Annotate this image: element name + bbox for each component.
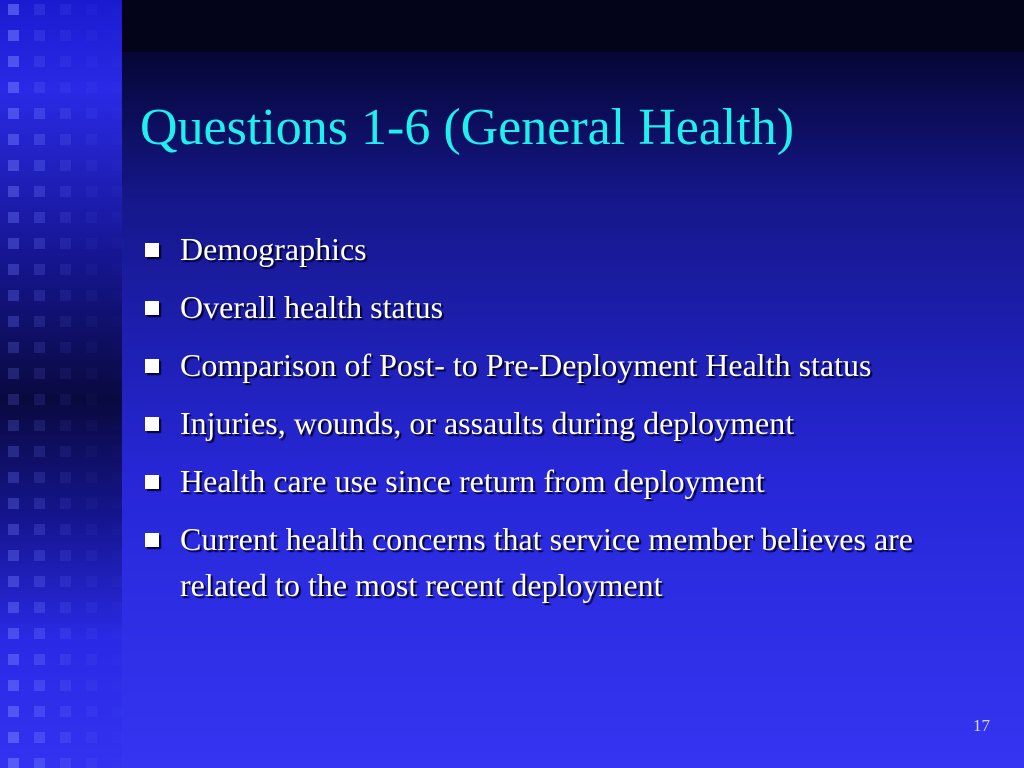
decorative-square [8,134,19,145]
decorative-square [8,446,19,457]
decorative-square [34,524,45,535]
decorative-square [60,576,71,587]
decorative-square [86,394,97,405]
decorative-square [112,342,123,353]
decorative-square [112,82,123,93]
bullet-text: Demographics [180,231,367,267]
decorative-square [86,758,97,768]
decorative-square [86,498,97,509]
top-dark-band [0,0,1024,52]
square-bullet-icon [145,533,159,547]
decorative-square [8,550,19,561]
decorative-square [60,316,71,327]
bullet-item [142,458,1002,504]
decorative-square [112,446,123,457]
decorative-square [60,524,71,535]
decorative-square [60,472,71,483]
decorative-square [112,758,123,768]
decorative-square [8,706,19,717]
decorative-square [8,420,19,431]
square-bullet-icon [145,417,159,431]
decorative-square [34,654,45,665]
decorative-square [112,524,123,535]
decorative-square [86,550,97,561]
square-bullet-icon [145,243,159,257]
decorative-square [112,706,123,717]
decorative-square [34,56,45,67]
decorative-square [86,316,97,327]
bullet-item [142,516,1002,608]
decorative-square [8,108,19,119]
decorative-square [8,654,19,665]
decorative-square [60,446,71,457]
decorative-square [34,264,45,275]
decorative-square [60,30,71,41]
decorative-square [112,394,123,405]
decorative-square [34,186,45,197]
decorative-square [8,576,19,587]
decorative-square [34,238,45,249]
decorative-square [34,4,45,15]
decorative-square [60,212,71,223]
decorative-square [60,654,71,665]
decorative-square [112,134,123,145]
decorative-square [112,732,123,743]
decorative-square [34,30,45,41]
decorative-square [112,212,123,223]
decorative-square [60,82,71,93]
decorative-square [34,602,45,613]
decorative-square [34,576,45,587]
decorative-square [34,550,45,561]
decorative-square [86,30,97,41]
decorative-square [34,134,45,145]
decorative-square [86,472,97,483]
decorative-square [60,290,71,301]
decorative-square [34,290,45,301]
decorative-square [60,264,71,275]
square-bullet-icon [145,359,159,373]
decorative-square [112,56,123,67]
decorative-square [8,264,19,275]
decorative-square [8,732,19,743]
decorative-square [112,602,123,613]
decorative-square [8,316,19,327]
decorative-square [112,420,123,431]
decorative-square [112,238,123,249]
decorative-square-pattern [0,0,122,768]
decorative-square [8,238,19,249]
decorative-square [34,758,45,768]
decorative-square [60,628,71,639]
decorative-square [112,498,123,509]
square-bullet-icon [145,301,159,315]
decorative-square [60,160,71,171]
decorative-square [34,82,45,93]
decorative-square [8,472,19,483]
decorative-square [112,264,123,275]
decorative-square [112,316,123,327]
decorative-square [34,212,45,223]
decorative-square [34,108,45,119]
decorative-square [86,56,97,67]
decorative-square [60,706,71,717]
decorative-square [112,472,123,483]
decorative-square [34,420,45,431]
decorative-square [86,342,97,353]
decorative-square [8,186,19,197]
slide-title: Questions 1-6 (General Health) [140,99,795,156]
decorative-square [34,472,45,483]
decorative-square [60,732,71,743]
decorative-square [86,160,97,171]
decorative-square [60,758,71,768]
decorative-square [60,420,71,431]
decorative-square [34,368,45,379]
bullet-text: Injuries, wounds, or assaults during deployment [180,405,795,441]
decorative-square [112,680,123,691]
decorative-square [34,394,45,405]
decorative-square [34,316,45,327]
decorative-square [34,680,45,691]
decorative-square [8,758,19,768]
decorative-square [8,30,19,41]
decorative-square [8,82,19,93]
bullet-item [142,284,1002,330]
decorative-square [60,394,71,405]
decorative-square [112,186,123,197]
decorative-square [8,290,19,301]
decorative-square [86,238,97,249]
decorative-square [86,680,97,691]
decorative-square [86,82,97,93]
decorative-square [60,602,71,613]
decorative-square [8,524,19,535]
decorative-square [60,550,71,561]
decorative-square [34,498,45,509]
bullet-item [142,342,1002,388]
decorative-square [86,706,97,717]
decorative-square [112,4,123,15]
decorative-square [86,524,97,535]
decorative-square [60,4,71,15]
bullet-text: Overall health status [180,289,444,325]
bullet-item [142,226,1002,272]
decorative-square [60,368,71,379]
decorative-square [60,342,71,353]
decorative-square [8,212,19,223]
decorative-square [60,56,71,67]
bullet-text: Current health concerns that service member believes are related to the most recent deployment [180,521,913,603]
decorative-square [8,160,19,171]
decorative-square [86,420,97,431]
decorative-square [8,602,19,613]
decorative-square [60,108,71,119]
square-bullet-icon [145,475,159,489]
decorative-square [86,134,97,145]
decorative-square [112,108,123,119]
bullet-text: Comparison of Post- to Pre-Deployment Health status [180,347,872,383]
decorative-square [8,342,19,353]
decorative-square [86,602,97,613]
decorative-square [34,160,45,171]
decorative-square [86,628,97,639]
decorative-square [8,56,19,67]
decorative-square [112,576,123,587]
decorative-square [112,550,123,561]
decorative-square [86,4,97,15]
decorative-square [86,368,97,379]
decorative-square [60,186,71,197]
decorative-square [86,264,97,275]
decorative-square [8,368,19,379]
decorative-square [86,446,97,457]
decorative-square [34,342,45,353]
decorative-square [86,732,97,743]
decorative-square [8,4,19,15]
decorative-square [112,654,123,665]
decorative-square [86,108,97,119]
decorative-square [8,680,19,691]
decorative-square [34,732,45,743]
decorative-square [86,576,97,587]
decorative-square [8,628,19,639]
decorative-square [86,186,97,197]
decorative-square [8,394,19,405]
decorative-square [86,290,97,301]
decorative-square [112,160,123,171]
bullet-item [142,400,1002,446]
decorative-square [112,368,123,379]
decorative-square [60,680,71,691]
decorative-square [60,498,71,509]
bullet-text: Health care use since return from deployment [180,463,765,499]
decorative-square [60,238,71,249]
decorative-square [112,628,123,639]
decorative-square [34,706,45,717]
decorative-square [34,628,45,639]
bullet-list [142,226,1002,620]
decorative-square [112,290,123,301]
page-number: 17 [973,716,990,735]
decorative-square [86,212,97,223]
decorative-square [86,654,97,665]
decorative-square [60,134,71,145]
decorative-square [112,30,123,41]
decorative-square [34,446,45,457]
decorative-square [8,498,19,509]
